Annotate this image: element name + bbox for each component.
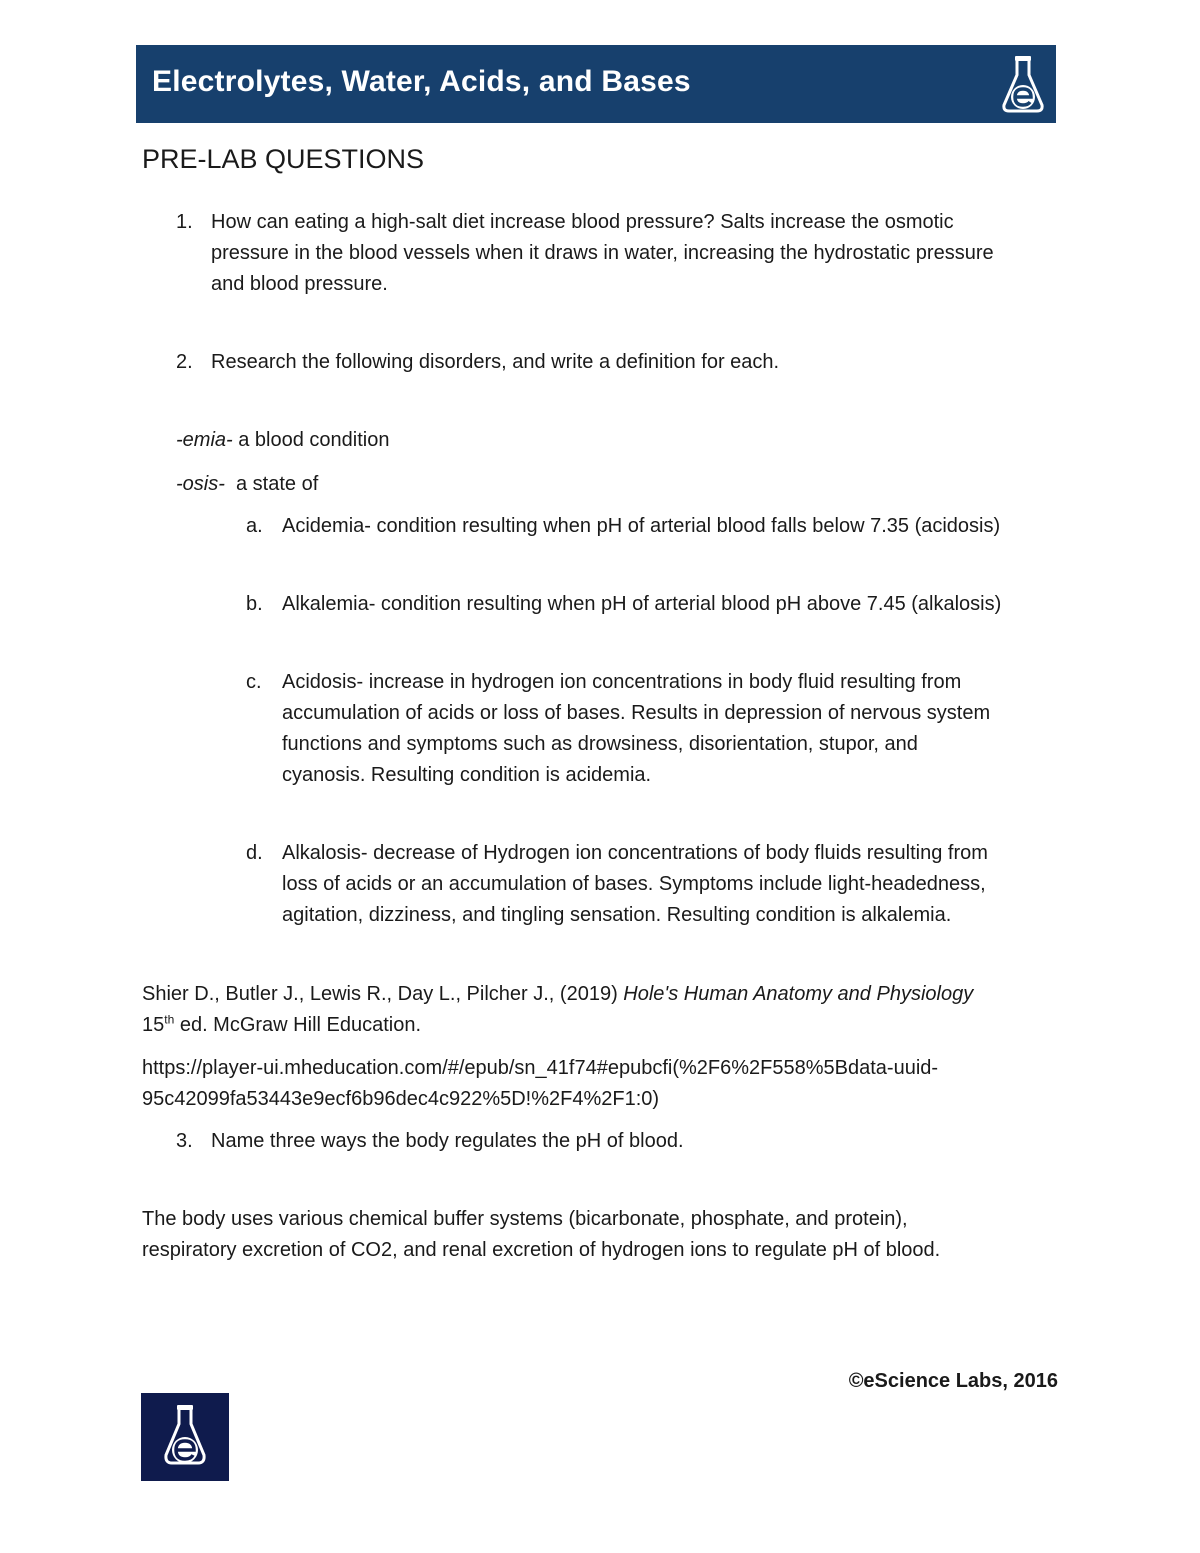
citation-edition-number: 15 bbox=[142, 1014, 165, 1036]
citation bbox=[142, 979, 973, 1041]
citation-publisher: ed. McGraw Hill Education. bbox=[174, 1014, 422, 1036]
answer-3 bbox=[142, 1204, 940, 1266]
suffix-term: -emia- bbox=[176, 429, 233, 451]
flask-e-icon bbox=[998, 53, 1048, 115]
suffix-osis bbox=[176, 469, 318, 500]
disorder-line: loss of acids or an accumulation of bases. Symptoms include light-headedness, bbox=[282, 873, 986, 895]
question-number: 2. bbox=[176, 351, 193, 373]
citation-url bbox=[142, 1053, 938, 1115]
list-letter: a. bbox=[246, 515, 263, 537]
disorder-line: Acidosis- increase in hydrogen ion concentrations in body fluid resulting from bbox=[282, 671, 962, 693]
disorder-line: Alkalemia- condition resulting when pH of arterial blood pH above 7.45 (alkalosis) bbox=[282, 593, 1002, 615]
suffix-definition: a state of bbox=[224, 473, 319, 495]
flask-e-icon bbox=[141, 1393, 229, 1481]
question-2-text: Research the following disorders, and write a definition for each. bbox=[211, 351, 780, 373]
disorder-line: Alkalosis- decrease of Hydrogen ion concentrations of body fluids resulting from bbox=[282, 842, 988, 864]
list-letter: d. bbox=[246, 842, 263, 864]
question-1-line: pressure in the blood vessels when it draws in water, increasing the hydrostatic pressure bbox=[211, 242, 994, 264]
citation-url-line: https://player-ui.mheducation.com/#/epub/sn_41f74#epubcfi(%2F6%2F558%5Bdata-uuid- bbox=[142, 1057, 939, 1079]
question-number: 3. bbox=[176, 1130, 193, 1152]
suffix-emia bbox=[176, 425, 389, 456]
question-1-line: and blood pressure. bbox=[211, 273, 388, 295]
list-letter: b. bbox=[246, 593, 263, 615]
disorder-line: accumulation of acids or loss of bases. Results in depression of nervous system bbox=[282, 702, 991, 724]
citation-url-line: 95c42099fa53443e9ecf6b96dec4c922%5D!%2F4%2F1:0) bbox=[142, 1088, 660, 1110]
disorder-line: agitation, dizziness, and tingling sensation. Resulting condition is alkalemia. bbox=[282, 904, 952, 926]
citation-authors: Shier D., Butler J., Lewis R., Day L., Pilcher J., (2019) bbox=[142, 983, 624, 1005]
disorder-line: cyanosis. Resulting condition is acidemia. bbox=[282, 764, 652, 786]
suffix-term: -osis- bbox=[176, 473, 225, 495]
question-1-line: How can eating a high-salt diet increase blood pressure? Salts increase the osmotic bbox=[211, 211, 954, 233]
footer-logo bbox=[141, 1393, 229, 1481]
citation-book-title: Hole's Human Anatomy and Physiology bbox=[623, 983, 974, 1005]
answer-3-line: The body uses various chemical buffer systems (bicarbonate, phosphate, and protein), bbox=[142, 1208, 908, 1230]
header-bar bbox=[136, 45, 1056, 123]
question-number: 1. bbox=[176, 211, 193, 233]
answer-3-line: respiratory excretion of CO2, and renal excretion of hydrogen ions to regulate pH of blood. bbox=[142, 1239, 941, 1261]
citation-edition-suffix: th bbox=[164, 1012, 175, 1027]
disorder-line: Acidemia- condition resulting when pH of arterial blood falls below 7.35 (acidosis) bbox=[282, 515, 1001, 537]
list-letter: c. bbox=[246, 671, 262, 693]
disorder-line: functions and symptoms such as drowsiness, disorientation, stupor, and bbox=[282, 733, 918, 755]
section-title: PRE-LAB QUESTIONS bbox=[142, 144, 425, 174]
suffix-definition: a blood condition bbox=[232, 429, 390, 451]
copyright-notice: ©eScience Labs, 2016 bbox=[848, 1370, 1058, 1392]
document-title: Electrolytes, Water, Acids, and Bases bbox=[152, 65, 691, 98]
question-3-text: Name three ways the body regulates the pH of blood. bbox=[211, 1130, 684, 1152]
